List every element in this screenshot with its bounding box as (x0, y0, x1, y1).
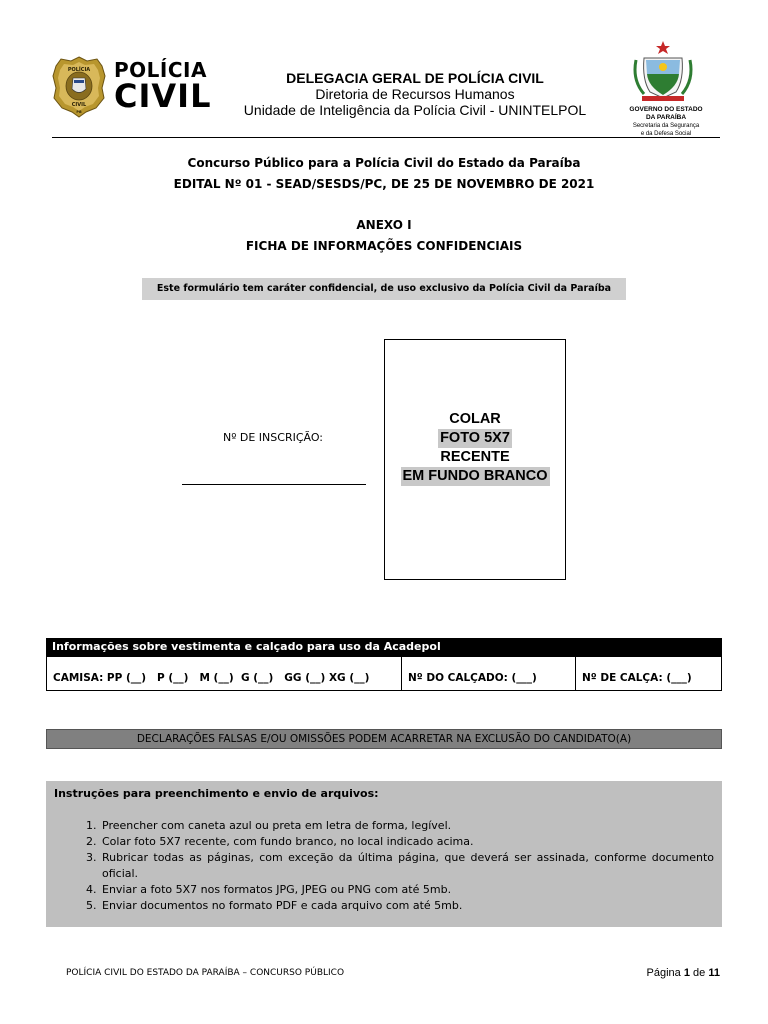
form-title: FICHA DE INFORMAÇÕES CONFIDENCIAIS (245, 239, 523, 253)
photo-instructions (384, 410, 566, 486)
edital-title: EDITAL Nº 01 - SEAD/SESDS/PC, DE 25 DE NOVEMBRO DE 2021 (173, 177, 595, 191)
badge-text-state: PB (76, 110, 82, 114)
clothing-table-header: Informações sobre vestimenta e calçado para uso da Acadepol (46, 638, 722, 656)
gov-line-1: GOVERNO DO ESTADO (629, 106, 703, 113)
gov-line-3: Secretaria da Segurança (632, 123, 700, 129)
photo-line-3: RECENTE (440, 449, 510, 465)
confidential-notice: Este formulário tem caráter confidencial, de uso exclusivo da Polícia Civil da Paraíba (142, 278, 626, 300)
photo-line-1: COLAR (449, 411, 501, 427)
page-label: Página (646, 967, 681, 979)
instruction-item: 4. Enviar a foto 5X7 nos formatos JPG, JPEG ou PNG com até 5mb. (100, 882, 714, 898)
state-government-caption (614, 106, 718, 138)
instructions-box (46, 781, 722, 927)
photo-line-4: EM FUNDO BRANCO (402, 468, 548, 484)
inscription-label: Nº DE INSCRIÇÃO: (222, 431, 324, 444)
shoe-size-field[interactable]: Nº DO CALÇADO: (___) (402, 657, 576, 690)
logo-line-2: CIVIL (114, 77, 212, 115)
state-coat-of-arms-icon (630, 40, 696, 106)
instructions-title: Instruções para preenchimento e envio de arquivos: (54, 787, 379, 800)
header-organization (230, 70, 600, 118)
instruction-item: 1. Preencher com caneta azul ou preta em letra de forma, legível. (100, 818, 714, 834)
page-current: 1 (683, 967, 690, 979)
contest-title: Concurso Público para a Polícia Civil do Estado da Paraíba (187, 156, 581, 170)
logo-line-1: POLÍCIA (114, 58, 207, 82)
instruction-item: 2. Colar foto 5X7 recente, com fundo branco, no local indicado acima. (100, 834, 714, 850)
police-badge-logo (52, 56, 106, 118)
clothing-table-row (46, 656, 722, 691)
org-unit: Unidade de Inteligência da Polícia Civil - UNINTELPOL (243, 102, 587, 118)
header-divider (52, 137, 720, 138)
org-department: Diretoria de Recursos Humanos (315, 86, 515, 102)
org-title: DELEGACIA GERAL DE POLÍCIA CIVIL (286, 70, 544, 86)
gov-line-2: DA PARAÍBA (645, 114, 687, 121)
false-declaration-warning: DECLARAÇÕES FALSAS E/OU OMISSÕES PODEM ACARRETAR NA EXCLUSÃO DO CANDIDATO(A) (46, 729, 722, 749)
footer-text: POLÍCIA CIVIL DO ESTADO DA PARAÍBA – CONCURSO PÚBLICO (66, 968, 345, 978)
page-total: 11 (708, 967, 720, 979)
pants-size-field[interactable]: Nº DE CALÇA: (___) (582, 671, 692, 684)
instruction-item: 5. Enviar documentos no formato PDF e cada arquivo com até 5mb. (100, 898, 714, 914)
police-logo-wordmark (114, 58, 212, 115)
photo-line-2: FOTO 5X7 (440, 430, 510, 446)
page-of: de (693, 967, 706, 979)
badge-text-bottom: CIVIL (71, 102, 87, 108)
instruction-item: 3. Rubricar todas as páginas, com exceção da última página, que deverá ser assinada, conforme documento oficial. (100, 850, 714, 882)
instructions-list (54, 818, 714, 914)
annex-title: ANEXO I (356, 218, 412, 232)
shirt-size-field[interactable]: CAMISA: PP (__) P (__) M (__) G (__) GG (__) XG (__) (47, 657, 402, 690)
badge-text-top: POLÍCIA (67, 67, 91, 73)
page-number (620, 967, 720, 979)
gov-line-4: e da Defesa Social (640, 131, 692, 137)
inscription-fill-line[interactable] (182, 484, 366, 485)
